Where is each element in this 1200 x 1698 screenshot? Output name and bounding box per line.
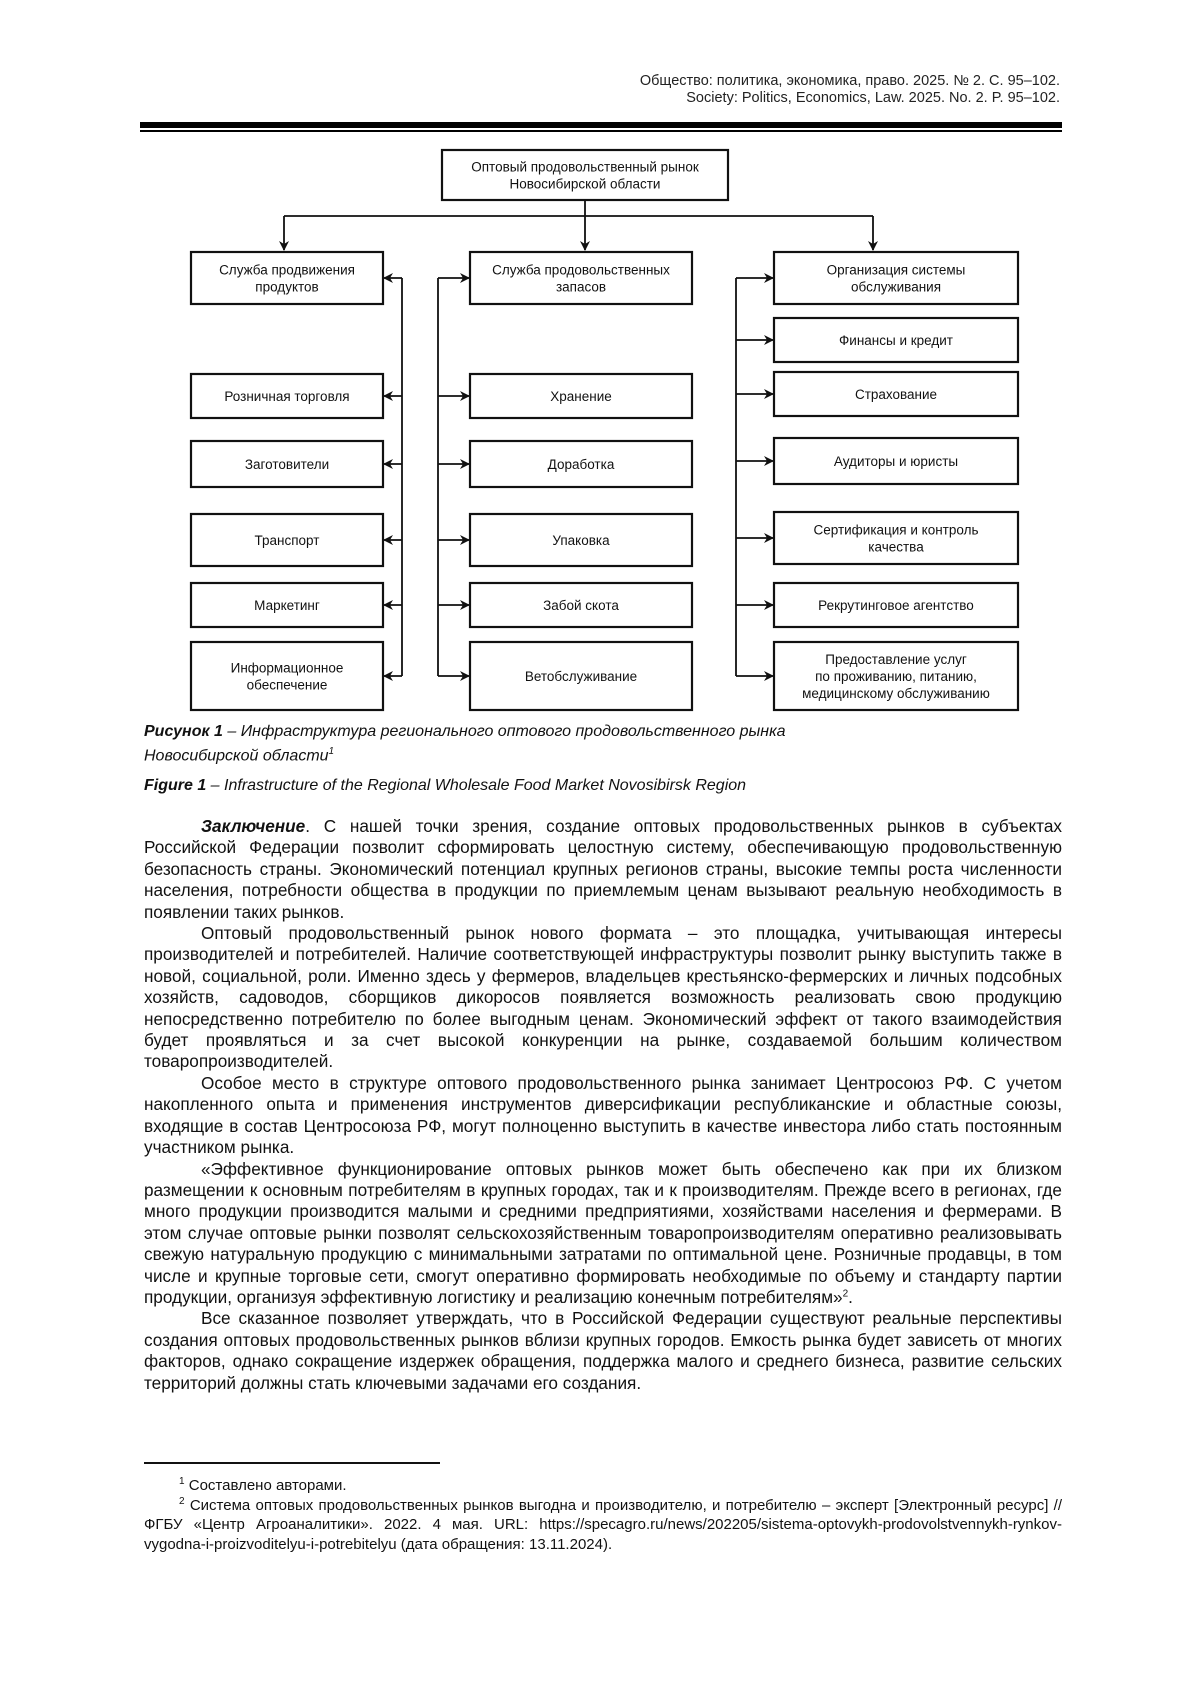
figure-title-ru-line2: Новосибирской области [144, 747, 329, 765]
right-item-box-label: по проживанию, питанию, [815, 669, 977, 684]
right-item-box-label: качества [868, 539, 924, 555]
right-item-box-label: Рекрутинговое агентство [818, 598, 974, 613]
right-item-box [774, 318, 1018, 362]
footnote-separator [144, 1462, 440, 1464]
center-item-box-label: Ветобслуживание [524, 669, 638, 684]
left-item-box [191, 583, 383, 627]
center-item-box [470, 441, 692, 487]
left-item-box-label: Заготовители [244, 457, 330, 472]
paragraph: Все сказанное позволяет утверждать, что в Российской Федерации существуют реальные перспективы создания оптовых продовольственных рынков вблизи крупных городов. Емкость рынка будет зависеть от многих факторов, однако сокращение издержек обращения, поддержка малого и среднего бизнеса, развитие сельских территорий должны стать ключевыми задачами его создания. [144, 1308, 1062, 1393]
left-item-box-label: Транспорт [254, 533, 320, 548]
figure-title-en: – Infrastructure of the Regional Wholesale Food Market Novosibirsk Region [206, 777, 747, 794]
infrastructure-diagram [0, 0, 1200, 720]
left-item-box-frame [191, 642, 383, 710]
paragraph: Особое место в структуре оптового продовольственного рынка занимает Центросоюз РФ. С учетом накопленного опыта и применения инструментов диверсификации республиканские и областные союзы, входящие в состав Центросоюза РФ, могут полноценно выступить в качестве инвестора либо стать постоянным участником рынка. [144, 1072, 1062, 1158]
footnote-1: $^1$ Составлено авторами. [179, 1476, 347, 1494]
right-item-box-label: Сертификация и контроль [813, 522, 979, 538]
right-item-box [774, 583, 1018, 627]
column-head-right [774, 252, 1018, 304]
column-head-right-label: обслуживания [850, 279, 942, 295]
root-box-frame [442, 150, 728, 200]
column-head-right-label: Организация системы [826, 262, 966, 278]
body-text [144, 816, 1062, 1394]
paragraph-quote: «Эффективное функционирование оптовых рынков может быть обеспечено как при их близком размещении к основным потребителям в крупных городах, так и к производителям. Прежде всего в регионах, где много продукции производится малыми и средними предприятиями, хозяйствами населения и фермерами. В этом случае оптовые рынки позволят сельскохозяйственным товаропроизводителям оперативно реализовывать свежую натуральную продукцию с минимальными затратами по оптимальной цене. Розничные продавцы, в том числе и крупные торговые сети, смогут оперативно формировать необходимые по объему и стандарту партии продукции, организуя эффективную логистику и реализацию конечным потребителям»$^2$. [144, 1158, 1062, 1307]
paragraph-conclusion: Заключение. С нашей точки зрения, создание оптовых продовольственных рынков в субъектах Российской Федерации позволит сформировать целостную систему, обеспечивающую продовольственную безопасность страны. Экономический потенциал крупных регионов страны, высокие темпы роста численности населения, потребности общества в продукции по приемлемым ценам вызывают реальную необходимость в появлении таких рынков. [144, 816, 1062, 922]
figure-caption-en [144, 776, 746, 796]
column-head-center-label: Служба продовольственных [492, 262, 670, 278]
left-item-box [191, 642, 383, 710]
center-item-box [470, 514, 692, 566]
footnote-ref-2[interactable]: 2 [842, 1288, 849, 1300]
footnote-2: $^2$ Система оптовых продовольственных рынков выгодна и производителю, и потребителю – эксперт [Электронный ресурс] // ФГБУ «Центр Агроаналитики». 2022. 4 мая. URL: https://specagro.ru/news/202205/sistema-optovykh-prodovolstvennykh-rynkov-vygodna-i-proizvoditelyu-i-potrebitelyu (дата обращения: 13.11.2024). [144, 1495, 1062, 1553]
right-item-box [774, 512, 1018, 564]
left-item-box-label: Розничная торговля [224, 389, 350, 404]
paragraph: Оптовый продовольственный рынок нового формата – это площадка, учитывающая интересы производителей и потребителей. Наличие соответствующей инфраструктуры позволит рынку выступить также в новой, социальной, роли. Именно здесь у фермеров, владельцев крестьянско-фермерских и личных подсобных хозяйств, садоводов, сборщиков дикоросов появляется возможность реализовать свою продукцию непосредственно потребителю по более выгодным ценам. Экономический эффект от такого взаимодействия будет проявляться и за счет высокой конкуренции на рынке, создаваемой большим количеством товаропроизводителей. [144, 923, 1062, 1072]
right-item-box-label: Страхование [854, 387, 938, 402]
footnote-ref-1[interactable]: 1 [328, 746, 335, 757]
column-head-left-label: продуктов [255, 279, 319, 295]
running-header-en: Society: Politics, Economics, Law. 2025. No. 2. P. 95–102. [686, 90, 1060, 106]
conclusion-heading: Заключение [201, 816, 306, 836]
right-item-box-label: Аудиторы и юристы [833, 454, 959, 469]
left-item-box-label: Маркетинг [254, 598, 320, 613]
right-item-box-label: Финансы и кредит [839, 333, 953, 348]
right-item-box-frame [774, 512, 1018, 564]
center-item-box-label: Забой скота [543, 598, 619, 613]
right-item-box [774, 372, 1018, 416]
figure-title-ru: – Инфраструктура регионального оптового продовольственного рынка [222, 723, 786, 740]
right-item-box [774, 642, 1018, 710]
right-item-box [774, 438, 1018, 484]
running-header-ru: Общество: политика, экономика, право. 2025. № 2. С. 95–102. [639, 73, 1060, 89]
center-item-box-label: Упаковка [552, 533, 610, 548]
center-item-box-label: Доработка [547, 457, 615, 472]
root-box-label: Новосибирской области [509, 176, 661, 192]
right-item-box-label: медицинскому обслуживанию [802, 686, 990, 701]
column-head-center [470, 252, 692, 304]
root-box-label: Оптовый продовольственный рынок [471, 159, 699, 175]
center-item-box [470, 642, 692, 710]
figure-label-en: Figure 1 [144, 777, 207, 794]
center-item-box [470, 583, 692, 627]
column-head-center-frame [470, 252, 692, 304]
left-item-box [191, 374, 383, 418]
column-head-center-label: запасов [555, 279, 607, 295]
figure-label-ru: Рисунок 1 [144, 723, 223, 740]
figure-caption-ru [144, 722, 786, 766]
left-item-box [191, 441, 383, 487]
column-head-left [191, 252, 383, 304]
left-item-box-label: Информационное [230, 660, 344, 676]
root-box [442, 150, 728, 200]
left-item-box-label: обеспечение [246, 677, 328, 693]
center-item-box-label: Хранение [550, 389, 612, 404]
right-item-box-label: Предоставление услуг [825, 652, 967, 667]
center-item-box [470, 374, 692, 418]
column-head-left-label: Служба продвижения [219, 262, 355, 278]
column-head-right-frame [774, 252, 1018, 304]
footnotes [144, 1476, 1062, 1554]
column-head-left-frame [191, 252, 383, 304]
left-item-box [191, 514, 383, 566]
